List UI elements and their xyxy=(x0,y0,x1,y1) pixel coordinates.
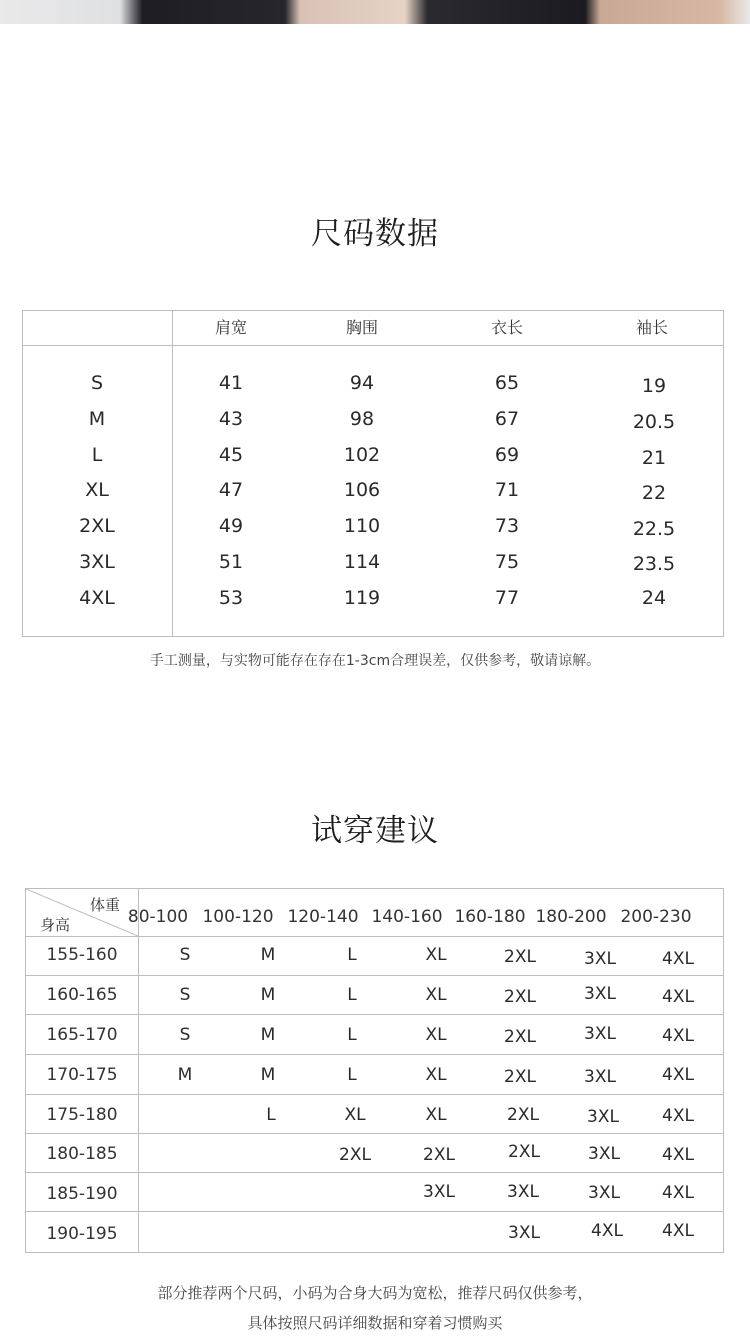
weight-col-header: 200-230 xyxy=(620,907,692,927)
size-cell: 41 xyxy=(218,372,244,394)
size-cell: 106 xyxy=(343,479,381,501)
fit-cell: L xyxy=(347,985,357,1005)
fit-cell: 2XL xyxy=(423,1145,455,1165)
fit-cell: M xyxy=(260,945,276,965)
fit-cell xyxy=(231,1222,305,1246)
fit-cell: XL xyxy=(425,985,447,1005)
height-row-label: 190-195 xyxy=(46,1224,118,1244)
height-row-label: 175-180 xyxy=(46,1105,118,1125)
weight-col-header: 120-140 xyxy=(287,907,359,927)
fit-cell: 4XL xyxy=(662,1106,694,1126)
size-cell: 94 xyxy=(349,372,375,394)
height-row-label: 185-190 xyxy=(46,1184,118,1204)
size-table-column-divider xyxy=(172,311,173,636)
size-cell: 23.5 xyxy=(632,553,676,575)
size-note: 手工测量，与实物可能存在存在1-3cm合理误差，仅供参考，敬请谅解。 xyxy=(149,653,601,669)
fit-cell: M xyxy=(260,1025,276,1045)
height-row-label: 155-160 xyxy=(46,945,118,965)
fit-header-divider xyxy=(26,936,723,937)
size-col-header-shoulder: 肩宽 xyxy=(214,318,247,337)
fit-cell: 4XL xyxy=(662,1065,694,1085)
fit-cell: L xyxy=(266,1105,276,1125)
size-cell: 20.5 xyxy=(632,411,676,433)
fit-note-line2: 具体按照尺码详细数据和穿着习惯购买 xyxy=(247,1314,503,1332)
size-row-label: 2XL xyxy=(79,515,115,537)
size-row-label: XL xyxy=(85,479,109,501)
size-cell: 47 xyxy=(218,479,244,501)
fit-cell xyxy=(231,1182,305,1206)
fit-row-divider xyxy=(26,1094,723,1095)
fit-cell: 4XL xyxy=(591,1221,623,1241)
fit-section-title: 试穿建议 xyxy=(311,813,439,849)
fit-table xyxy=(25,888,724,1253)
height-row-label: 160-165 xyxy=(46,985,118,1005)
fit-cell xyxy=(148,1182,222,1206)
fit-cell: 2XL xyxy=(504,947,536,967)
weight-col-header: 140-160 xyxy=(371,907,443,927)
size-cell: 22 xyxy=(641,482,667,504)
fit-cell: 3XL xyxy=(588,1183,620,1203)
fit-cell xyxy=(315,1182,389,1206)
size-cell: 77 xyxy=(494,587,520,609)
fit-note-line1: 部分推荐两个尺码，小码为合身大码为宽松，推荐尺码仅供参考， xyxy=(157,1284,593,1302)
fit-cell: S xyxy=(179,985,191,1005)
size-row-label: M xyxy=(88,408,106,430)
size-col-header-length: 衣长 xyxy=(490,318,523,337)
fit-cell xyxy=(315,1222,389,1246)
size-cell: 21 xyxy=(641,447,667,469)
fit-cell xyxy=(148,1103,222,1127)
size-cell: 110 xyxy=(343,515,381,537)
fit-table-column-divider xyxy=(138,889,139,1252)
fit-cell: 4XL xyxy=(662,1221,694,1241)
size-cell: 69 xyxy=(494,444,520,466)
fit-cell: 3XL xyxy=(508,1223,540,1243)
size-row-label: L xyxy=(91,444,103,466)
weight-col-header: 100-120 xyxy=(202,907,274,927)
size-table-header-divider xyxy=(23,345,723,346)
fit-cell: M xyxy=(260,1065,276,1085)
fit-cell: 3XL xyxy=(587,1107,619,1127)
size-cell: 19 xyxy=(641,375,667,397)
fit-cell xyxy=(231,1142,305,1166)
fit-row-divider xyxy=(26,1014,723,1015)
fit-cell: 4XL xyxy=(662,987,694,1007)
fit-cell: XL xyxy=(425,1065,447,1085)
weight-col-header: 80-100 xyxy=(127,907,189,927)
corner-height-label: 身高 xyxy=(40,916,71,934)
weight-col-header: 160-180 xyxy=(454,907,526,927)
size-cell: 73 xyxy=(494,515,520,537)
fit-cell: 3XL xyxy=(584,984,616,1004)
fit-cell: L xyxy=(347,1065,357,1085)
fit-cell: 3XL xyxy=(588,1144,620,1164)
size-cell: 114 xyxy=(343,551,381,573)
fit-cell: 4XL xyxy=(662,1026,694,1046)
size-col-header-chest: 胸围 xyxy=(345,318,378,337)
fit-cell: 3XL xyxy=(584,949,616,969)
fit-cell: 2XL xyxy=(504,1027,536,1047)
size-cell: 119 xyxy=(343,587,381,609)
size-cell: 22.5 xyxy=(632,518,676,540)
height-row-label: 165-170 xyxy=(46,1025,118,1045)
fit-cell: 3XL xyxy=(584,1024,616,1044)
fit-cell xyxy=(399,1222,473,1246)
fit-cell: M xyxy=(260,985,276,1005)
size-cell: 67 xyxy=(494,408,520,430)
fit-cell: 3XL xyxy=(584,1067,616,1087)
fit-cell xyxy=(148,1222,222,1246)
fit-cell: XL xyxy=(425,945,447,965)
fit-cell: 2XL xyxy=(504,1067,536,1087)
corner-weight-label: 体重 xyxy=(90,896,121,914)
size-cell: 51 xyxy=(218,551,244,573)
size-cell: 43 xyxy=(218,408,244,430)
fit-cell: L xyxy=(347,1025,357,1045)
size-cell: 53 xyxy=(218,587,244,609)
fit-cell: XL xyxy=(425,1105,447,1125)
fit-cell: L xyxy=(347,945,357,965)
fit-cell: 2XL xyxy=(504,987,536,1007)
size-cell: 45 xyxy=(218,444,244,466)
fit-cell: 3XL xyxy=(507,1182,539,1202)
size-cell: 102 xyxy=(343,444,381,466)
fit-row-divider xyxy=(26,975,723,976)
size-section-title: 尺码数据 xyxy=(311,216,439,252)
size-row-label: 4XL xyxy=(79,587,115,609)
fit-cell: 3XL xyxy=(423,1182,455,1202)
height-row-label: 170-175 xyxy=(46,1065,118,1085)
size-table xyxy=(22,310,724,637)
fit-cell: 4XL xyxy=(662,1183,694,1203)
product-photo-strip xyxy=(0,0,750,24)
size-cell: 98 xyxy=(349,408,375,430)
fit-row-divider xyxy=(26,1211,723,1212)
fit-row-divider xyxy=(26,1133,723,1134)
fit-cell: S xyxy=(179,945,191,965)
fit-cell: 4XL xyxy=(662,1145,694,1165)
size-row-label: S xyxy=(90,372,104,394)
fit-cell xyxy=(148,1142,222,1166)
fit-row-divider xyxy=(26,1054,723,1055)
size-cell: 65 xyxy=(494,372,520,394)
fit-cell: XL xyxy=(425,1025,447,1045)
weight-col-header: 180-200 xyxy=(535,907,607,927)
size-col-header-sleeve: 袖长 xyxy=(635,318,668,337)
size-row-label: 3XL xyxy=(79,551,115,573)
fit-cell: S xyxy=(179,1025,191,1045)
size-cell: 49 xyxy=(218,515,244,537)
fit-cell: 2XL xyxy=(508,1142,540,1162)
fit-cell: 2XL xyxy=(507,1105,539,1125)
size-cell: 24 xyxy=(641,587,667,609)
fit-cell: 2XL xyxy=(339,1145,371,1165)
fit-row-divider xyxy=(26,1172,723,1173)
fit-cell: M xyxy=(177,1065,193,1085)
fit-cell: XL xyxy=(344,1105,366,1125)
fit-cell: 4XL xyxy=(662,949,694,969)
size-cell: 75 xyxy=(494,551,520,573)
height-row-label: 180-185 xyxy=(46,1144,118,1164)
size-cell: 71 xyxy=(494,479,520,501)
